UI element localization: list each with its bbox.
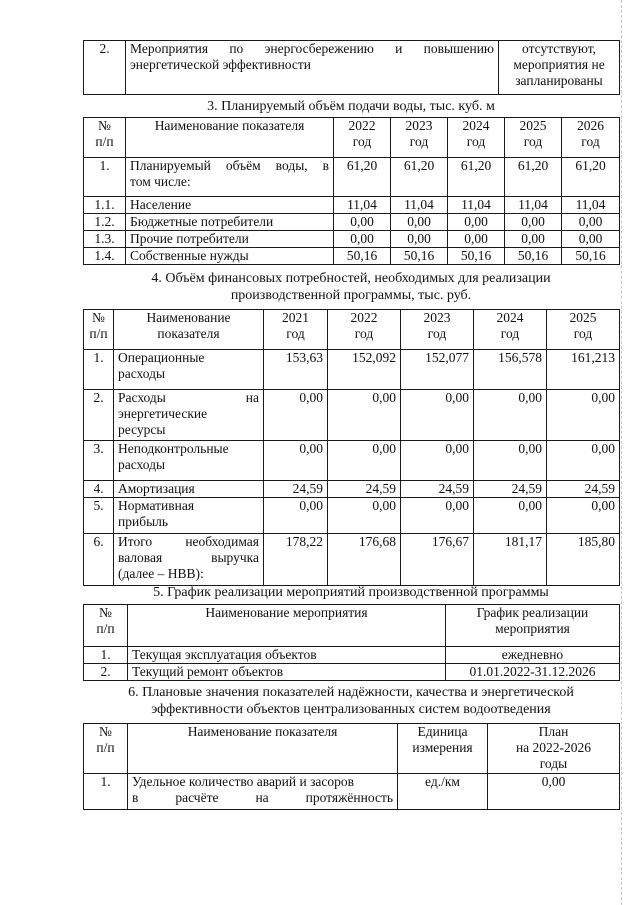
column-header-number: № п/п [84,724,128,774]
cell-value: 0,00 [264,498,328,534]
cell-value: 0,00 [328,390,401,441]
row-number: 2. [84,664,128,681]
table-row [84,41,620,95]
measures-table [83,40,620,95]
row-number: 1. [84,647,128,664]
cell-value: 152,092 [328,350,401,390]
table-row [84,231,620,248]
cell-value: 24,59 [264,481,328,498]
row-number: 2. [84,390,114,441]
cell-value: 0,00 [401,390,474,441]
cell-schedule: 01.01.2022-31.12.2026 [446,664,620,681]
water-volume-table [83,117,620,265]
cell-value: 50,16 [448,248,505,265]
cell-value: 156,578 [474,350,547,390]
column-header-year: 2025 год [505,118,562,158]
cell-value: 178,22 [264,534,328,586]
table-row [84,214,620,231]
cell-value: 0,00 [474,441,547,481]
cell-value: 0,00 [401,441,474,481]
cell-value: 176,67 [401,534,474,586]
column-header-year: 2024 год [448,118,505,158]
table-row [84,390,620,441]
cell-value: 11,04 [391,197,448,214]
column-header-year: 2026 год [562,118,620,158]
table-row [84,647,620,664]
table-row [84,197,620,214]
cell-value: 61,20 [505,158,562,197]
table-row [84,498,620,534]
cell-value: 0,00 [334,214,391,231]
measure-name: Мероприятия по энергосбережению и повышению энергетической эффективности [126,41,499,95]
cell-value: 161,213 [547,350,620,390]
cell-value: 0,00 [448,214,505,231]
cell-value: 50,16 [334,248,391,265]
row-number: 1. [84,158,126,197]
row-name: Население [126,197,334,214]
table-row [84,774,620,810]
column-header-schedule: График реализации мероприятия [446,605,620,647]
row-number: 1.1. [84,197,126,214]
cell-value: 0,00 [448,231,505,248]
row-name: Расходы на энергетические ресурсы [114,390,264,441]
column-header-number: № п/п [84,310,114,350]
cell-value: 11,04 [448,197,505,214]
cell-value: 24,59 [401,481,474,498]
cell-unit: ед./км [398,774,488,810]
column-header-year: 2023 год [391,118,448,158]
column-header-number: № п/п [84,605,128,647]
table-header-row [84,310,620,350]
cell-value: 0,00 [547,441,620,481]
column-header-year: 2022 год [328,310,401,350]
column-header-name: Наименование показателя [114,310,264,350]
row-name: Бюджетные потребители [126,214,334,231]
row-number: 1.2. [84,214,126,231]
column-header-number: № п/п [84,118,126,158]
cell-value: 61,20 [562,158,620,197]
cell-value: 0,00 [391,231,448,248]
cell-value: 0,00 [328,441,401,481]
row-number: 5. [84,498,114,534]
section-3-caption: 3. Планируемый объём подачи воды, тыс. куб. м [207,99,495,114]
measure-status: отсутствуют, мероприятия не запланированы [499,41,620,95]
cell-value: 0,00 [391,214,448,231]
column-header-name: Наименование показателя [128,724,398,774]
cell-value: 61,20 [334,158,391,197]
cell-value: 24,59 [474,481,547,498]
cell-value: 153,63 [264,350,328,390]
column-header-year: 2021 год [264,310,328,350]
table-header-row [84,118,620,158]
cell-value: 181,17 [474,534,547,586]
cell-value: 152,077 [401,350,474,390]
cell-value: 0,00 [328,498,401,534]
table-header-row [84,605,620,647]
table-row [84,441,620,481]
cell-value: 0,00 [505,231,562,248]
cell-value: 0,00 [401,498,474,534]
table-row [84,248,620,265]
cell-value: 11,04 [505,197,562,214]
row-name: Текущий ремонт объектов [128,664,446,681]
row-name: Прочие потребители [126,231,334,248]
cell-value: 61,20 [448,158,505,197]
cell-value: 0,00 [474,390,547,441]
table-row [84,664,620,681]
row-name: Операционные расходы [114,350,264,390]
column-header-year: 2023 год [401,310,474,350]
row-name: Удельное количество аварий и засоров в расчёте на протяжённость [128,774,398,810]
cell-value: 0,00 [474,498,547,534]
cell-value: 50,16 [562,248,620,265]
cell-value: 0,00 [547,498,620,534]
row-number: 1.4. [84,248,126,265]
cell-value: 0,00 [562,231,620,248]
row-name: Текущая эксплуатация объектов [128,647,446,664]
column-header-year: 2022 год [334,118,391,158]
row-name: Неподконтрольные расходы [114,441,264,481]
column-header-year: 2024 год [474,310,547,350]
row-number: 6. [84,534,114,586]
cell-value: 24,59 [328,481,401,498]
cell-plan: 0,00 [488,774,620,810]
cell-value: 0,00 [334,231,391,248]
column-header-name: Наименование мероприятия [128,605,446,647]
table-row [84,534,620,586]
cell-value: 0,00 [264,441,328,481]
row-number: 4. [84,481,114,498]
cell-value: 0,00 [547,390,620,441]
cell-value: 176,68 [328,534,401,586]
cell-schedule: ежедневно [446,647,620,664]
column-header-name: Наименование показателя [126,118,334,158]
row-number: 1. [84,774,128,810]
table-row [84,350,620,390]
row-name: Собственные нужды [126,248,334,265]
row-name: Амортизация [114,481,264,498]
indicators-table [83,723,620,810]
table-row [84,481,620,498]
row-number: 3. [84,441,114,481]
schedule-table [83,604,620,681]
cell-value: 11,04 [334,197,391,214]
row-name: Итого необходимая валовая выручка (далее – НВВ): [114,534,264,586]
row-name: Нормативная прибыль [114,498,264,534]
cell-value: 185,80 [547,534,620,586]
table-row [84,158,620,197]
cell-value: 24,59 [547,481,620,498]
section-4-caption: 4. Объём финансовых потребностей, необходимых для реализации производственной программы, тыс. руб. [151,271,551,303]
row-number: 2. [84,41,126,95]
page-edge-line [621,0,622,905]
row-name: Планируемый объём воды, в том числе: [126,158,334,197]
table-header-row [84,724,620,774]
column-header-year: 2025 год [547,310,620,350]
column-header-plan: План на 2022-2026 годы [488,724,620,774]
column-header-unit: Единица измерения [398,724,488,774]
cell-value: 50,16 [391,248,448,265]
cell-value: 61,20 [391,158,448,197]
cell-value: 50,16 [505,248,562,265]
cell-value: 0,00 [264,390,328,441]
row-number: 1. [84,350,114,390]
section-5-caption: 5. График реализации мероприятий производственной программы [153,585,549,600]
section-6-caption: 6. Плановые значения показателей надёжности, качества и энергетической эффективности объектов централизованных систем водоотведения [128,685,574,717]
cell-value: 0,00 [562,214,620,231]
cell-value: 11,04 [562,197,620,214]
financial-needs-table [83,309,620,586]
cell-value: 0,00 [505,214,562,231]
row-number: 1.3. [84,231,126,248]
